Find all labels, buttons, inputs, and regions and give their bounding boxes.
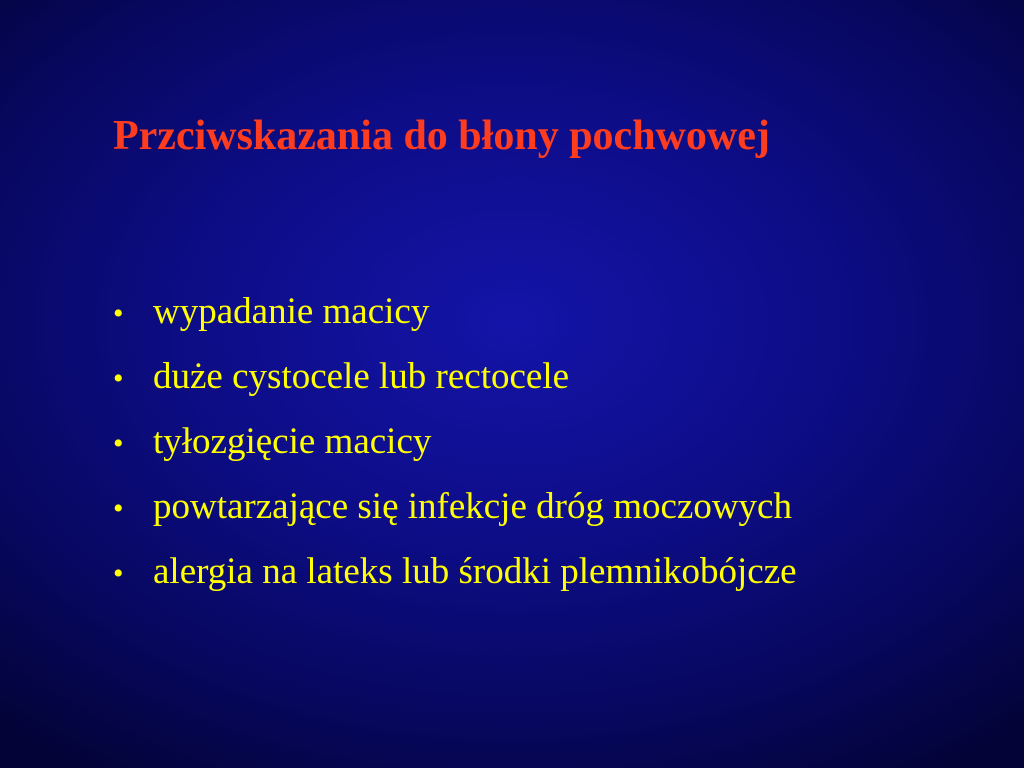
bullet-icon: • <box>113 557 124 590</box>
bullet-text: alergia na lateks lub środki plemnikobójcze <box>153 551 797 592</box>
bullet-icon: • <box>113 492 124 525</box>
bullet-list <box>113 279 797 604</box>
list-item <box>113 409 797 474</box>
bullet-icon: • <box>113 297 124 330</box>
bullet-text: tyłozgięcie macicy <box>153 421 432 462</box>
bullet-icon: • <box>113 362 124 395</box>
bullet-text: duże cystocele lub rectocele <box>153 356 570 397</box>
bullet-text: powtarzające się infekcje dróg moczowych <box>153 486 792 527</box>
bullet-icon: • <box>113 427 124 460</box>
list-item <box>113 539 797 604</box>
slide-title: Przciwskazania do błony pochwowej <box>113 113 770 159</box>
list-item <box>113 279 797 344</box>
list-item <box>113 474 797 539</box>
bullet-text: wypadanie macicy <box>153 291 430 332</box>
list-item <box>113 344 797 409</box>
